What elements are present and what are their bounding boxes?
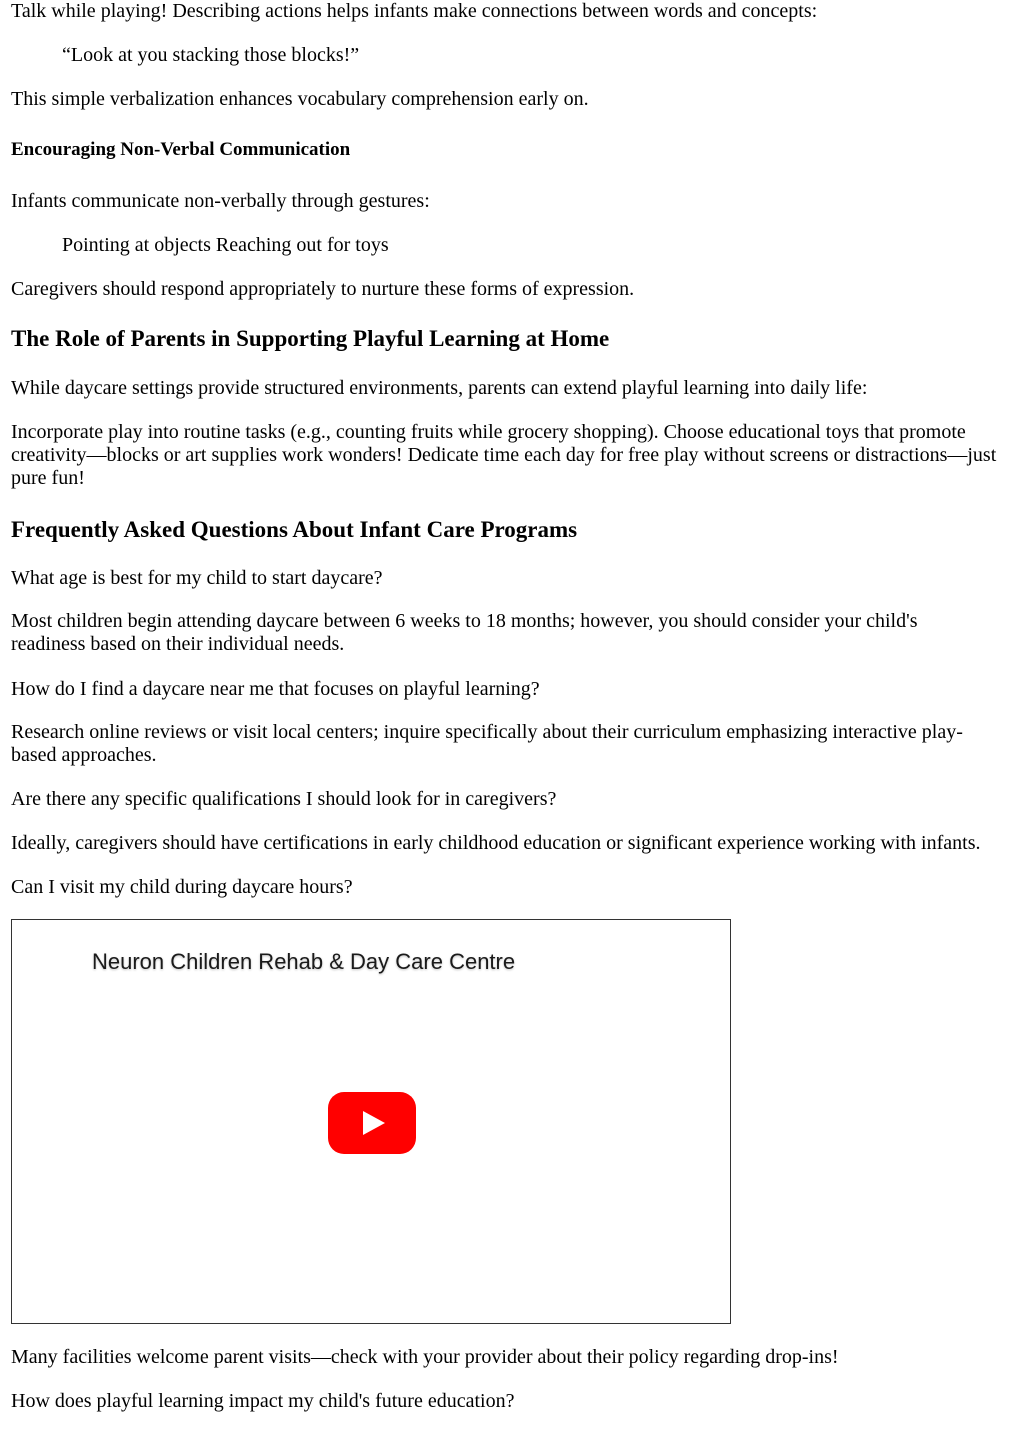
faq-heading: Frequently Asked Questions About Infant Care Programs [11,517,578,542]
nonverbal-heading: Encouraging Non-Verbal Communication [11,139,351,160]
faq-question: Are there any specific qualifications I should look for in caregivers? [11,788,557,810]
parents-tips: Incorporate play into routine tasks (e.g., counting fruits while grocery shopping). Choose educational toys that promote creativity—blocks or art supplies work wonders! Dedicate time each day for free play without screens or distractions—just pure fun! [11,421,997,489]
faq-question: How do I find a daycare near me that focuses on playful learning? [11,678,540,700]
verbalization-paragraph: This simple verbalization enhances vocabulary comprehension early on. [11,88,589,110]
talk-paragraph: Talk while playing! Describing actions helps infants make connections between words and concepts: [11,0,818,22]
parents-heading: The Role of Parents in Supporting Playful Learning at Home [11,326,610,351]
video-title[interactable]: Neuron Children Rehab & Day Care Centre [92,949,516,974]
video-embed[interactable] [11,919,731,1324]
faq-answer: Ideally, caregivers should have certifications in early childhood education or significant experience working with infants. [11,832,981,854]
respond-paragraph: Caregivers should respond appropriately to nurture these forms of expression. [11,278,635,300]
faq-question: How does playful learning impact my child's future education? [11,1390,515,1412]
parents-lead: While daycare settings provide structured environments, parents can extend playful learning into daily life: [11,377,868,399]
faq-question: Can I visit my child during daycare hours? [11,876,353,898]
faq-answer: Most children begin attending daycare between 6 weeks to 18 months; however, you should consider your child's readiness based on their individual needs. [11,610,918,655]
youtube-play-icon[interactable] [328,1092,416,1154]
nonverbal-lead: Infants communicate non-verbally through gestures: [11,190,430,212]
faq-answer: Many facilities welcome parent visits—check with your provider about their policy regarding drop-ins! [11,1346,839,1368]
quote-text: “Look at you stacking those blocks!” [62,44,360,66]
gestures-list: Pointing at objects Reaching out for toys [62,234,389,256]
faq-answer: Research online reviews or visit local centers; inquire specifically about their curriculum emphasizing interactive play-based approaches. [11,721,963,766]
faq-question: What age is best for my child to start daycare? [11,567,383,589]
